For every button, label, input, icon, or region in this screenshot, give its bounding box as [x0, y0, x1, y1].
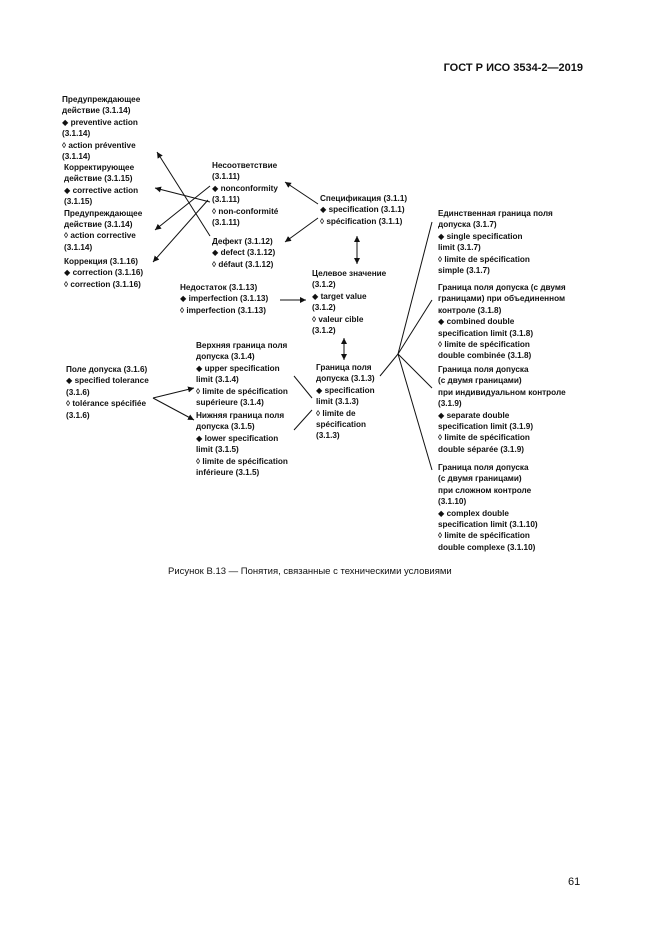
standard-header: ГОСТ Р ИСО 3534-2—2019: [443, 62, 583, 74]
node-preventive-action: Предупреждающее действие (3.1.14) ◆ preventive action (3.1.14) ◊ action préventive (3.1.14): [62, 95, 141, 162]
node-lower-specification-limit: Нижняя граница поля допуска (3.1.5) ◆ lower specification limit (3.1.5) ◊ limite de spécification inférieure (3.1.5): [196, 411, 288, 478]
node-specification-limit: Граница поля допуска (3.1.3) ◆ specification limit (3.1.3) ◊ limite de spécification (3.1.3): [316, 363, 375, 441]
node-corrective-action: Корректирующее действие (3.1.15) ◆ corrective action (3.1.15) Предупреждающее действие (3.1.14) ◊ action corrective (3.1.14): [64, 163, 143, 252]
connector-line: [285, 218, 318, 242]
connector-line: [294, 376, 312, 398]
connector-line: [157, 152, 210, 236]
connector-line: [398, 300, 432, 354]
node-complex-double-limit: Граница поля допуска (с двумя границами) при сложном контроле (3.1.10) ◆ complex double specification limit (3.1.10) ◊ limite de spécification double complexe (3.1.10): [438, 463, 538, 552]
connector-line: [285, 182, 318, 204]
connector-line: [153, 388, 194, 398]
node-nonconformity: Несоответствие (3.1.11) ◆ nonconformity (3.1.11) ◊ non-conformité (3.1.11): [212, 161, 279, 228]
node-target-value: Целевое значение (3.1.2) ◆ target value (3.1.2) ◊ valeur cible (3.1.2): [312, 269, 387, 336]
node-separate-double-limit: Граница поля допуска (с двумя границами) при индивидуальном контроле (3.1.9) ◆ separate double specification limit (3.1.9) ◊ limite de spécification double séparée (3.1.9): [438, 365, 566, 454]
connector-line: [294, 410, 312, 430]
connector-line: [380, 354, 398, 376]
connector-line: [398, 222, 432, 354]
node-upper-specification-limit: Верхняя граница поля допуска (3.1.4) ◆ upper specification limit (3.1.4) ◊ limite de spécification supérieure (3.1.4): [196, 341, 288, 408]
node-imperfection: Недостаток (3.1.13) ◆ imperfection (3.1.13) ◊ imperfection (3.1.13): [180, 283, 269, 315]
node-single-specification-limit: Единственная граница поля допуска (3.1.7) ◆ single specification limit (3.1.7) ◊ limite de spécification simple (3.1.7): [438, 209, 553, 276]
page-number: 61: [568, 876, 581, 888]
connector-line: [153, 398, 194, 420]
node-combined-double-limit: Граница поля допуска (с двумя границами) при объединенном контроле (3.1.8) ◆ combined double specification limit (3.1.8) ◊ limite de spécification double combinée (3.1.8): [438, 283, 566, 361]
node-specification: Спецификация (3.1.1) ◆ specification (3.1.1) ◊ spécification (3.1.1): [320, 194, 408, 226]
node-defect: Дефект (3.1.12) ◆ defect (3.1.12) ◊ défaut (3.1.12): [212, 237, 276, 269]
node-correction: Коррекция (3.1.16) ◆ correction (3.1.16) ◊ correction (3.1.16): [64, 257, 144, 289]
figure-caption: Рисунок В.13 — Понятия, связанные с техническими условиями: [168, 566, 452, 577]
node-specified-tolerance: Поле допуска (3.1.6) ◆ specified tolerance (3.1.6) ◊ tolérance spécifiée (3.1.6): [66, 365, 149, 420]
connector-line: [155, 188, 210, 202]
